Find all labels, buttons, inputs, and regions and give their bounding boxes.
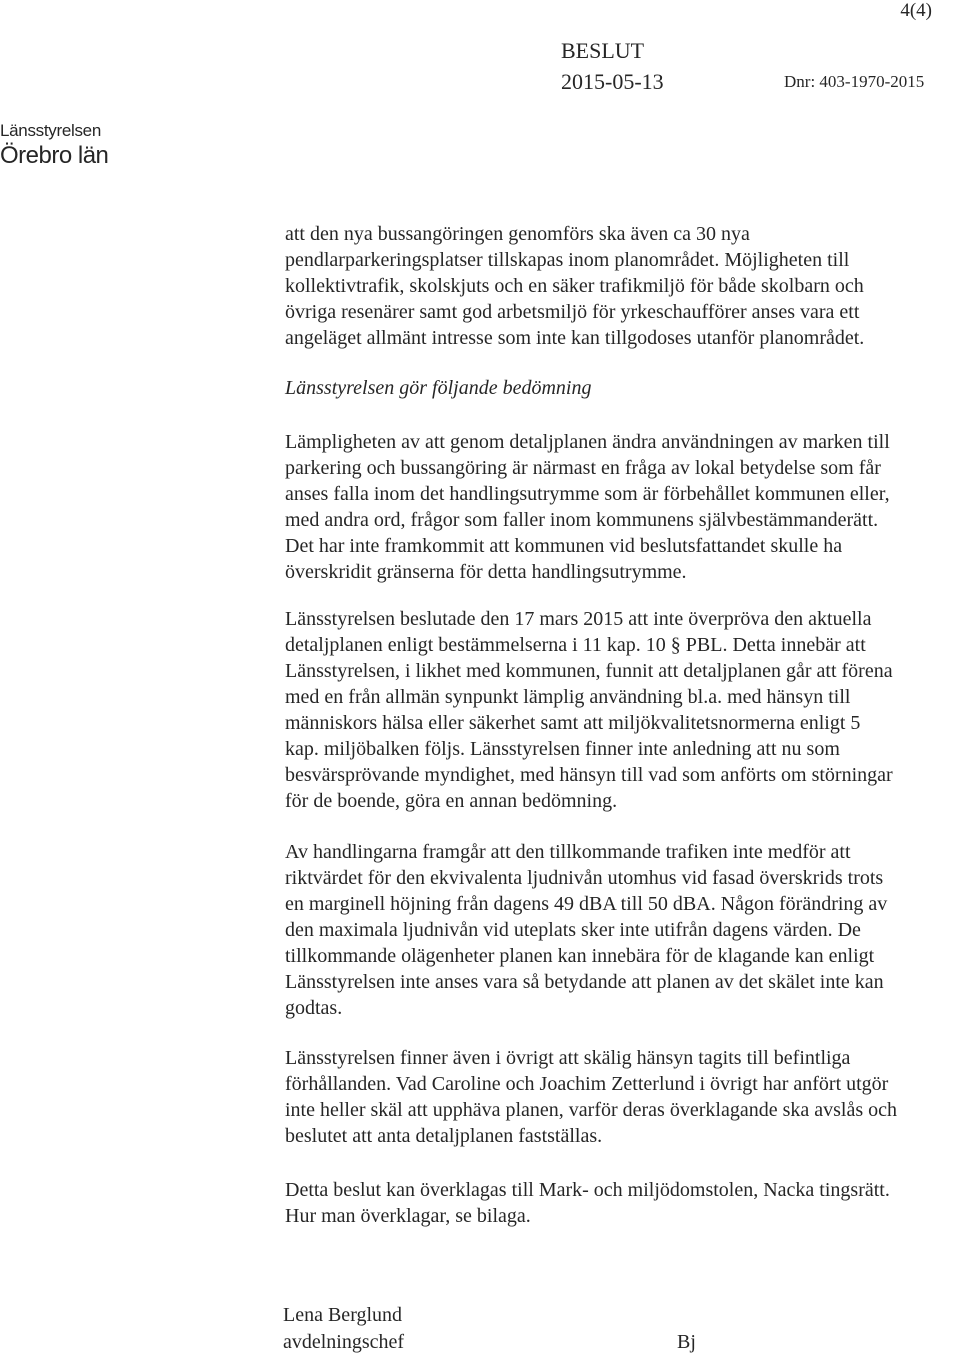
text-line: besvärsprövande myndighet, med hänsyn till vad som anförts om störningar [285,764,893,786]
organization-region: Örebro län [0,142,109,169]
text-line: Länsstyrelsen, i likhet med kommunen, funnit att detaljplanen går att förena [285,660,893,682]
text-line: förhållanden. Vad Caroline och Joachim Zetterlund i övrigt har anfört utgör [285,1073,889,1095]
text-line: kap. miljöbalken följs. Länsstyrelsen finner inte anledning att nu som [285,738,840,760]
paragraph-2 [285,429,960,585]
text-line: Länsstyrelsen finner även i övrigt att skälig hänsyn tagits till befintliga [285,1047,851,1069]
text-line: riktvärdet för den ekvivalenta ljudnivån utomhus vid fasad överskrids trots [285,867,884,889]
text-line: Länsstyrelsen beslutade den 17 mars 2015 att inte överpröva den aktuella [285,608,872,630]
text-line: en marginell höjning från dagens 49 dBA till 50 dBA. Någon förändring av [285,893,888,915]
text-line: Hur man överklagar, se bilaga. [285,1205,531,1227]
signatory-title: avdelningschef [283,1331,405,1353]
text-line: beslutet att anta detaljplanen fastställas. [285,1125,603,1147]
organization-name: Länsstyrelsen [0,121,101,140]
document-type: BESLUT [561,38,645,63]
text-line: den maximala ljudnivån vid uteplats sker inte utifrån dagens värden. De [285,919,861,941]
text-line: Länsstyrelsen inte anses vara så betydande att planen av det skälet inte kan [285,971,884,993]
text-line: överskridit gränserna för detta handlingsutrymme. [285,561,687,583]
text-line: tillkommande olägenheter planen kan innebära för de klagande kan enligt [285,945,875,967]
appeal-information [285,1177,960,1229]
paragraph-1 [285,221,960,351]
text-line: parkering och bussangöring är närmast en fråga av lokal betydelse som får [285,457,881,479]
text-line: Detta beslut kan överklagas till Mark- och miljödomstolen, Nacka tingsrätt. [285,1179,890,1201]
assessment-heading: Länsstyrelsen gör följande bedömning [285,377,592,399]
signatory-name: Lena Berglund [283,1304,403,1326]
text-line: godtas. [285,997,343,1019]
text-line: anses falla inom det handlingsutrymme som är förbehållet kommunen eller, [285,483,890,505]
signature-block [283,1302,404,1356]
page-number: 4(4) [900,0,932,21]
document-header [561,38,664,96]
paragraph-5 [285,1045,960,1149]
text-line: övriga resenärer samt god arbetsmiljö för yrkeschaufförer anses vara ett [285,301,860,323]
text-line: inte heller skäl att upphäva planen, varför deras överklagande ska avslås och [285,1099,897,1121]
text-line: kollektivtrafik, skolskjuts och en säker trafikmiljö för både skolbarn och [285,275,864,297]
text-line: med andra ord, frågor som faller inom kommunens självbestämmanderätt. [285,509,879,531]
text-line: angeläget allmänt intresse som inte kan tillgodoses utanför planområdet. [285,327,865,349]
paragraph-3 [285,606,960,814]
decision-date: 2015-05-13 [561,69,664,94]
text-line: Det har inte framkommit att kommunen vid beslutsfattandet skulle ha [285,535,843,557]
registration-number: Dnr: 403-1970-2015 [784,72,925,91]
text-line: människors hälsa eller säkerhet samt att miljökvalitetsnormerna enligt 5 [285,712,861,734]
paragraph-4 [285,839,960,1021]
organization-logo [0,121,108,171]
handler-initials: Bj [677,1331,696,1353]
text-line: Lämpligheten av att genom detaljplanen ändra användningen av marken till [285,431,890,453]
text-line: med en från allmän synpunkt lämplig användning bl.a. med hänsyn till [285,686,851,708]
text-line: pendlarparkeringsplatser tillskapas inom planområdet. Möjligheten till [285,249,850,271]
text-line: detaljplanen enligt bestämmelserna i 11 kap. 10 § PBL. Detta innebär att [285,634,866,656]
text-line: för de boende, göra en annan bedömning. [285,790,618,812]
text-line: att den nya bussangöringen genomförs ska även ca 30 nya [285,223,750,245]
text-line: Av handlingarna framgår att den tillkommande trafiken inte medför att [285,841,851,863]
